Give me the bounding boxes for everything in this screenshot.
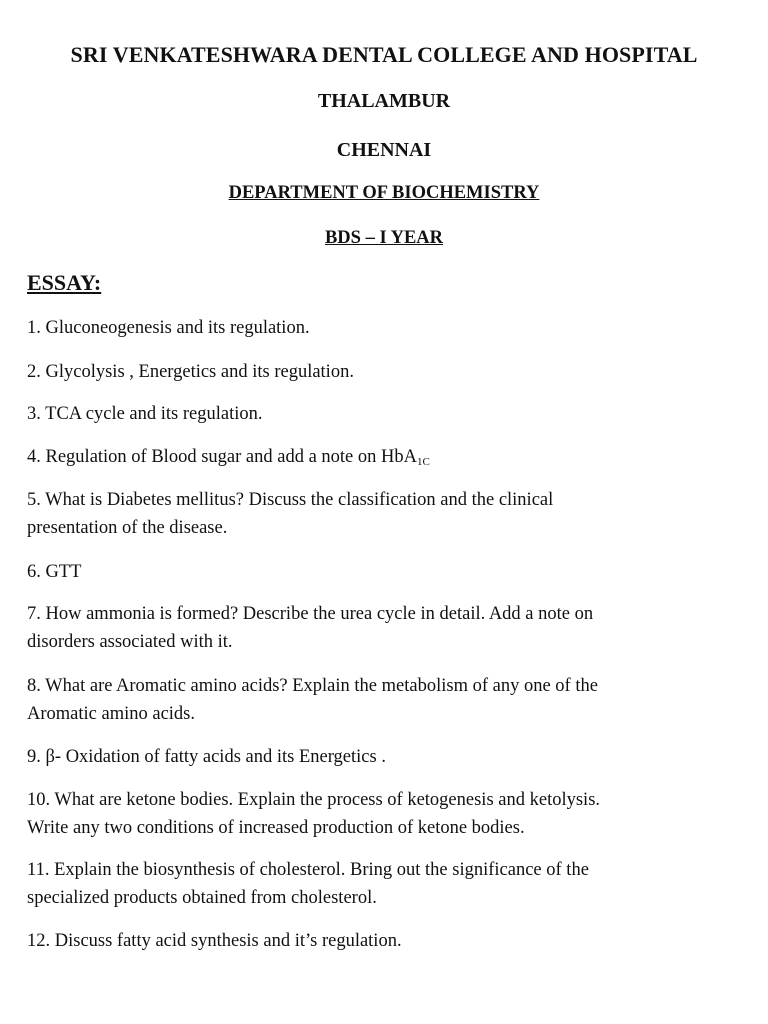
locality-title: THALAMBUR [317, 90, 451, 112]
question-2 [27, 358, 727, 386]
question-11-line-1: 11. Explain the biosynthesis of cholesterol. Bring out the significance of the [27, 860, 589, 880]
question-7-line-2: disorders associated with it. [27, 632, 233, 652]
question-3-text: 3. TCA cycle and its regulation. [27, 404, 263, 424]
department-title: DEPARTMENT OF BIOCHEMISTRY [228, 183, 540, 203]
question-4-text: 4. Regulation of Blood sugar and add a note on HbA [27, 447, 417, 467]
question-4 [27, 443, 727, 476]
question-2-text: 2. Glycolysis , Energetics and its regulation. [27, 362, 354, 382]
question-5-line-2: presentation of the disease. [27, 518, 228, 538]
essay-heading: ESSAY: [27, 270, 102, 295]
question-1-text: 1. Gluconeogenesis and its regulation. [27, 318, 310, 338]
question-8-line-1: 8. What are Aromatic amino acids? Explain the metabolism of any one of the [27, 676, 598, 696]
question-12 [27, 927, 727, 955]
question-6-text: 6. GTT [27, 562, 82, 582]
question-10-line-1: 10. What are ketone bodies. Explain the process of ketogenesis and ketolysis. [27, 790, 601, 810]
question-11 [27, 856, 727, 912]
question-1 [27, 314, 727, 342]
question-8 [27, 672, 727, 728]
question-9-text: 9. β- Oxidation of fatty acids and its Energetics . [27, 747, 386, 767]
question-10 [27, 786, 727, 842]
question-6 [27, 558, 727, 586]
question-3 [27, 400, 727, 428]
college-title: SRI VENKATESHWARA DENTAL COLLEGE AND HOSPITAL [70, 42, 698, 67]
question-7 [27, 600, 727, 656]
question-8-line-2: Aromatic amino acids. [27, 704, 195, 724]
hba1c-subscript: 1C [416, 456, 430, 468]
question-10-line-2: Write any two conditions of increased production of ketone bodies. [27, 818, 525, 838]
question-7-line-1: 7. How ammonia is formed? Describe the urea cycle in detail. Add a note on [27, 604, 594, 624]
year-title: BDS – I YEAR [324, 228, 444, 248]
question-9 [27, 743, 727, 771]
city-title: CHENNAI [336, 139, 432, 161]
question-5 [27, 486, 727, 542]
question-11-line-2: specialized products obtained from cholesterol. [27, 888, 377, 908]
question-5-line-1: 5. What is Diabetes mellitus? Discuss the classification and the clinical [27, 490, 554, 510]
question-12-text: 12. Discuss fatty acid synthesis and it’s regulation. [27, 931, 402, 951]
